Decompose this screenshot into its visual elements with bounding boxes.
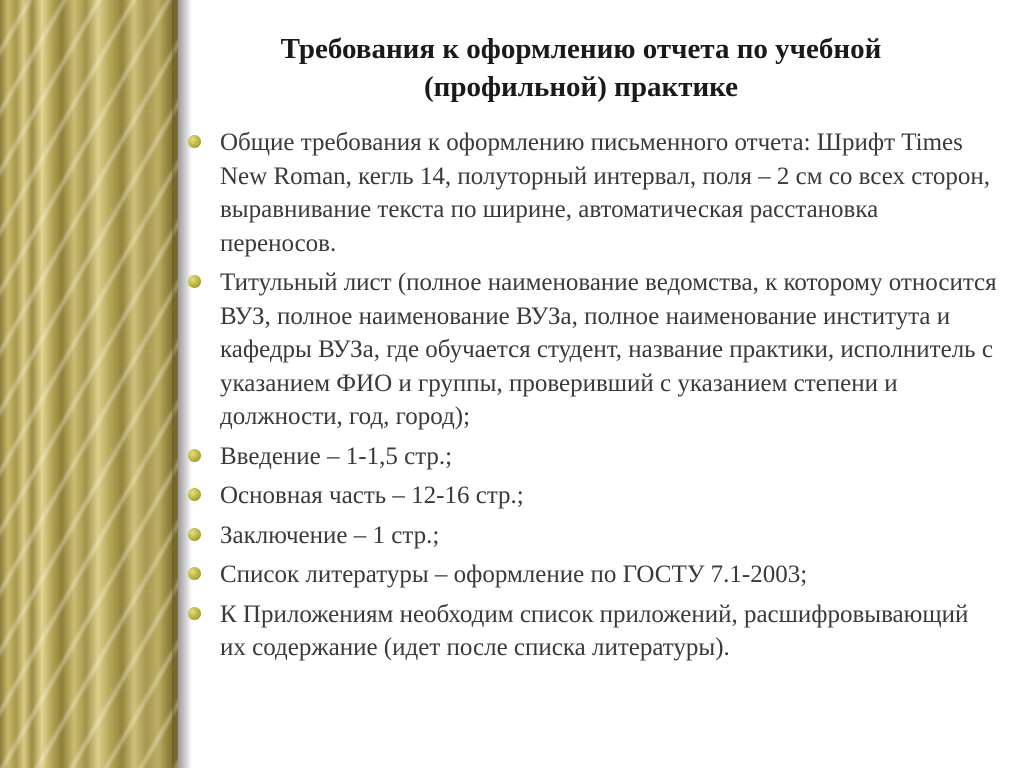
list-item-text: Титульный лист (полное наименование ведомства, к которому относится ВУЗ, полное наименование ВУЗа, полное наименование института и кафедры ВУЗа, где обучается студент, название практики, исполнитель с указанием ФИО и группы, проверивший с указанием степени и должности, год, город); <box>220 269 997 430</box>
list-item-text: Введение – 1-1,5 стр.; <box>220 442 453 470</box>
bullet-icon <box>188 135 201 148</box>
list-item <box>188 440 998 474</box>
bullet-icon <box>188 488 201 501</box>
bullet-list <box>188 126 998 671</box>
list-item-text: Заключение – 1 стр.; <box>220 521 440 549</box>
slide-title <box>196 30 966 106</box>
list-item <box>188 558 998 592</box>
list-item <box>188 598 998 665</box>
list-item-text: К Приложениям необходим список приложений, расшифровывающий их содержание (идет после списка литературы). <box>220 600 969 661</box>
title-line-2: (профильной) практике <box>423 71 739 103</box>
title-line-1: Требования к оформлению отчета по учебной <box>280 33 882 65</box>
bullet-icon <box>188 449 201 462</box>
list-item <box>188 479 998 513</box>
list-item-text: Общие требования к оформлению письменного отчета: Шрифт Times New Roman, кегль 14, полуторный интервал, поля – 2 см со всех сторон, выравнивание текста по ширине, автоматическая расстановка переносов. <box>220 129 991 257</box>
list-item <box>188 519 998 553</box>
bullet-icon <box>188 567 201 580</box>
list-item-text: Список литературы – оформление по ГОСТУ 7.1-2003; <box>220 561 808 588</box>
decorative-gold-border <box>0 0 178 768</box>
list-item <box>188 266 998 434</box>
bullet-icon <box>188 607 201 620</box>
list-item-text: Основная часть – 12-16 стр.; <box>220 482 524 509</box>
list-item <box>188 126 998 260</box>
bullet-icon <box>188 275 201 288</box>
bullet-icon <box>188 528 201 541</box>
